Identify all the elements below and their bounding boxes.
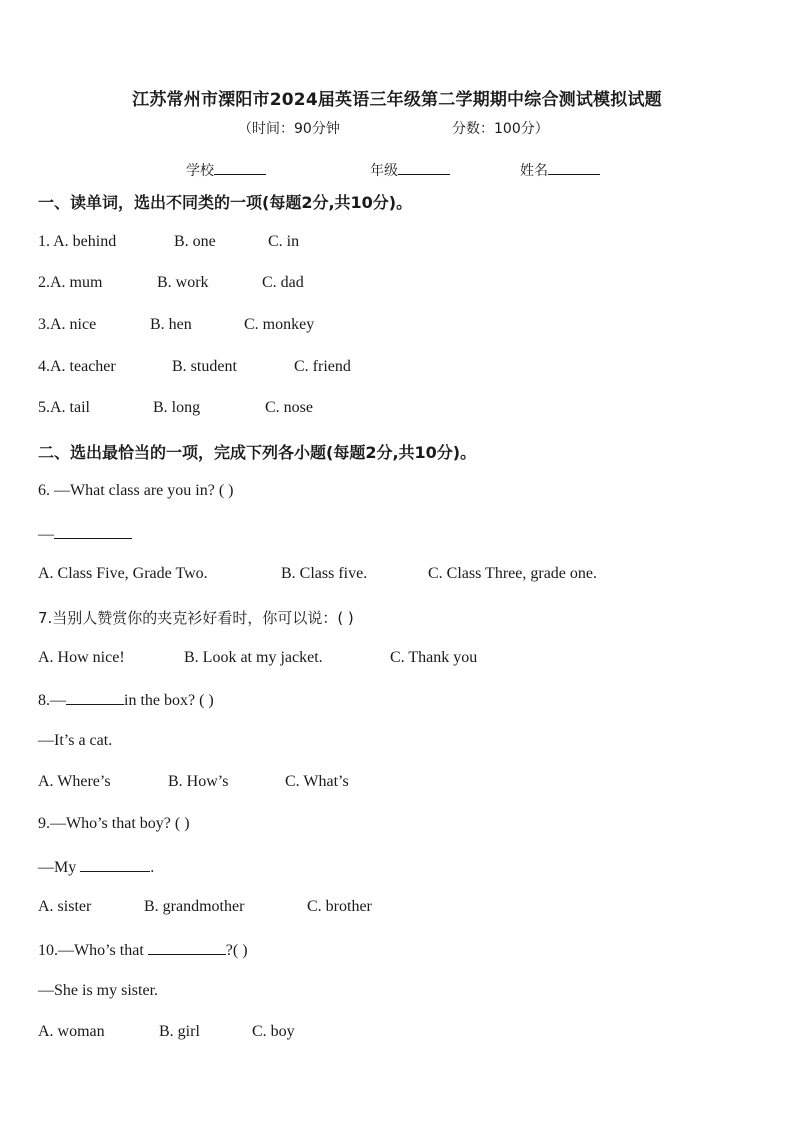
q10-prefix: 10.—Who’s that bbox=[38, 942, 144, 959]
q2-option-c: C. dad bbox=[262, 274, 304, 291]
q6-answer-line bbox=[38, 524, 132, 544]
q10-reply: —She is my sister. bbox=[38, 982, 159, 999]
q9-option-b: B. grandmother bbox=[144, 898, 245, 915]
q8-stem bbox=[38, 690, 214, 710]
q7-stem: 7.当别人赞赏你的夹克衫好看时，你可以说：( ) bbox=[38, 609, 354, 627]
q1-option-b: B. one bbox=[174, 233, 216, 250]
school-field bbox=[186, 160, 266, 180]
q10-option-c: C. boy bbox=[252, 1023, 295, 1040]
q8-prefix: 8.— bbox=[38, 692, 66, 709]
q8-suffix: in the box? ( ) bbox=[124, 692, 214, 709]
q10-stem bbox=[38, 940, 248, 960]
q6-option-a: A. Class Five, Grade Two. bbox=[38, 565, 208, 582]
q10-suffix: ?( ) bbox=[225, 942, 248, 959]
q1-option-a: 1. A. behind bbox=[38, 233, 117, 250]
q8-blank[interactable] bbox=[66, 690, 124, 705]
school-label: 学校 bbox=[186, 163, 214, 179]
q4-option-b: B. student bbox=[172, 358, 237, 375]
q9-reply-prefix: —My bbox=[38, 859, 77, 876]
q5-option-a: 5.A. tail bbox=[38, 399, 90, 416]
q6-blank[interactable] bbox=[54, 524, 132, 539]
grade-field bbox=[370, 160, 450, 180]
q8-reply: —It’s a cat. bbox=[38, 732, 113, 749]
q7-option-c: C. Thank you bbox=[390, 649, 478, 666]
q10-option-a: A. woman bbox=[38, 1023, 105, 1040]
q10-option-b: B. girl bbox=[159, 1023, 200, 1040]
name-field bbox=[520, 160, 600, 180]
school-blank[interactable] bbox=[214, 160, 266, 175]
q4-option-a: 4.A. teacher bbox=[38, 358, 116, 375]
q5-option-c: C. nose bbox=[265, 399, 313, 416]
grade-blank[interactable] bbox=[398, 160, 450, 175]
grade-label: 年级 bbox=[370, 163, 398, 179]
q7-option-b: B. Look at my jacket. bbox=[184, 649, 323, 666]
q6-option-b: B. Class five. bbox=[281, 565, 368, 582]
q8-option-a: A. Where’s bbox=[38, 773, 111, 790]
exam-score: 分数：100分） bbox=[452, 121, 549, 137]
q2-option-a: 2.A. mum bbox=[38, 274, 103, 291]
q9-blank[interactable] bbox=[80, 857, 150, 872]
exam-time: （时间：90分钟 bbox=[238, 121, 340, 137]
q9-reply bbox=[38, 857, 154, 877]
q9-option-a: A. sister bbox=[38, 898, 92, 915]
q7-option-a: A. How nice! bbox=[38, 649, 125, 666]
exam-title: 江苏常州市溧阳市2024届英语三年级第二学期期中综合测试模拟试题 bbox=[132, 90, 662, 110]
q8-option-b: B. How’s bbox=[168, 773, 229, 790]
q6-stem: 6. —What class are you in? ( ) bbox=[38, 482, 234, 499]
q1-option-c: C. in bbox=[268, 233, 300, 250]
q9-stem: 9.—Who’s that boy? ( ) bbox=[38, 815, 190, 832]
name-blank[interactable] bbox=[548, 160, 600, 175]
q5-option-b: B. long bbox=[153, 399, 201, 416]
q6-dash: — bbox=[38, 526, 54, 543]
section2-heading: 二、选出最恰当的一项，完成下列各小题(每题2分,共10分)。 bbox=[38, 443, 477, 462]
q2-option-b: B. work bbox=[157, 274, 209, 291]
q6-option-c: C. Class Three, grade one. bbox=[428, 565, 597, 582]
q10-blank[interactable] bbox=[148, 940, 226, 955]
section1-heading: 一、读单词，选出不同类的一项(每题2分,共10分)。 bbox=[38, 193, 413, 212]
q8-option-c: C. What’s bbox=[285, 773, 349, 790]
name-label: 姓名 bbox=[520, 163, 548, 179]
q3-option-a: 3.A. nice bbox=[38, 316, 97, 333]
q4-option-c: C. friend bbox=[294, 358, 351, 375]
q9-option-c: C. brother bbox=[307, 898, 372, 915]
q3-option-b: B. hen bbox=[150, 316, 192, 333]
q3-option-c: C. monkey bbox=[244, 316, 315, 333]
q9-reply-suffix: . bbox=[150, 859, 155, 876]
